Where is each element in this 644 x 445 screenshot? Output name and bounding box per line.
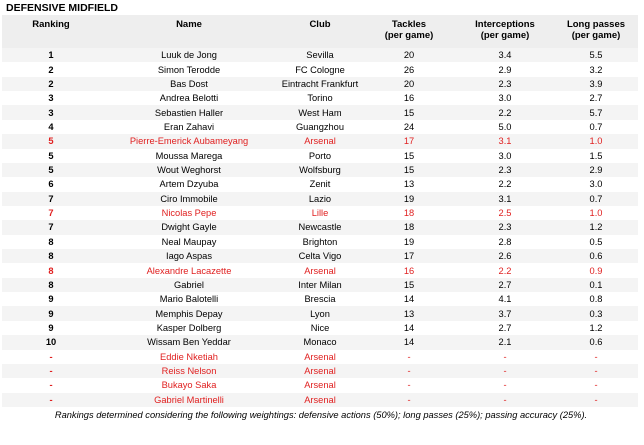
column-header-tackles: Tackles (per game) bbox=[362, 15, 456, 48]
interceptions-cell: 2.3 bbox=[456, 77, 554, 91]
tackles-cell: 15 bbox=[362, 105, 456, 119]
long-passes-cell: 3.0 bbox=[554, 177, 638, 191]
rank-cell: 4 bbox=[2, 120, 100, 134]
tackles-cell: 17 bbox=[362, 249, 456, 263]
long-passes-cell: 1.2 bbox=[554, 321, 638, 335]
tackles-cell: - bbox=[362, 378, 456, 392]
rankings-table bbox=[2, 15, 638, 407]
interceptions-cell: 2.5 bbox=[456, 206, 554, 220]
rank-cell: - bbox=[2, 393, 100, 407]
interceptions-cell: 3.0 bbox=[456, 149, 554, 163]
club-cell: Lyon bbox=[278, 306, 362, 320]
club-cell: Inter Milan bbox=[278, 278, 362, 292]
name-cell: Moussa Marega bbox=[100, 149, 278, 163]
tackles-cell: 16 bbox=[362, 91, 456, 105]
rank-cell: 1 bbox=[2, 48, 100, 62]
club-cell: Lazio bbox=[278, 192, 362, 206]
name-cell: Bukayo Saka bbox=[100, 378, 278, 392]
table-row bbox=[2, 163, 638, 177]
long-passes-cell: 0.7 bbox=[554, 120, 638, 134]
table-title: DEFENSIVE MIDFIELD bbox=[6, 2, 119, 14]
table-row bbox=[2, 62, 638, 76]
name-cell: Gabriel bbox=[100, 278, 278, 292]
table-row bbox=[2, 134, 638, 148]
tackles-cell: 19 bbox=[362, 235, 456, 249]
table-row bbox=[2, 48, 638, 62]
club-cell: Arsenal bbox=[278, 350, 362, 364]
long-passes-cell: 2.7 bbox=[554, 91, 638, 105]
tackles-cell: 14 bbox=[362, 335, 456, 349]
club-cell: Wolfsburg bbox=[278, 163, 362, 177]
long-passes-cell: 0.6 bbox=[554, 249, 638, 263]
interceptions-cell: 2.8 bbox=[456, 235, 554, 249]
table-body bbox=[2, 48, 638, 407]
club-cell: Arsenal bbox=[278, 134, 362, 148]
name-cell: Bas Dost bbox=[100, 77, 278, 91]
interceptions-cell: - bbox=[456, 393, 554, 407]
rank-cell: - bbox=[2, 350, 100, 364]
club-cell: Arsenal bbox=[278, 378, 362, 392]
name-cell: Artem Dzyuba bbox=[100, 177, 278, 191]
rank-cell: 3 bbox=[2, 91, 100, 105]
interceptions-cell: 2.7 bbox=[456, 321, 554, 335]
interceptions-cell: 5.0 bbox=[456, 120, 554, 134]
tackles-cell: 13 bbox=[362, 177, 456, 191]
long-passes-cell: 0.9 bbox=[554, 263, 638, 277]
long-passes-cell: 0.6 bbox=[554, 335, 638, 349]
name-cell: Eran Zahavi bbox=[100, 120, 278, 134]
long-passes-cell: - bbox=[554, 364, 638, 378]
tackles-cell: 15 bbox=[362, 163, 456, 177]
interceptions-cell: - bbox=[456, 350, 554, 364]
tackles-cell: 24 bbox=[362, 120, 456, 134]
rank-cell: 8 bbox=[2, 263, 100, 277]
interceptions-cell: 3.1 bbox=[456, 134, 554, 148]
rank-cell: 6 bbox=[2, 177, 100, 191]
interceptions-cell: 3.1 bbox=[456, 192, 554, 206]
footnote: Rankings determined considering the following weightings: defensive actions (50%); long passes (25%); passing accuracy (25%). bbox=[54, 409, 588, 420]
tackles-cell: 26 bbox=[362, 62, 456, 76]
table-row bbox=[2, 364, 638, 378]
rank-cell: - bbox=[2, 364, 100, 378]
table-row bbox=[2, 177, 638, 191]
name-cell: Wout Weghorst bbox=[100, 163, 278, 177]
tackles-cell: 15 bbox=[362, 278, 456, 292]
table-row bbox=[2, 263, 638, 277]
interceptions-cell: 3.7 bbox=[456, 306, 554, 320]
club-cell: Zenit bbox=[278, 177, 362, 191]
long-passes-cell: 0.7 bbox=[554, 192, 638, 206]
long-passes-cell: 0.1 bbox=[554, 278, 638, 292]
table-row bbox=[2, 350, 638, 364]
table-row bbox=[2, 321, 638, 335]
column-header-club: Club bbox=[278, 15, 362, 48]
rank-cell: 9 bbox=[2, 292, 100, 306]
interceptions-cell: 2.6 bbox=[456, 249, 554, 263]
long-passes-cell: 1.5 bbox=[554, 149, 638, 163]
tackles-cell: 14 bbox=[362, 292, 456, 306]
name-cell: Reiss Nelson bbox=[100, 364, 278, 378]
interceptions-cell: 2.2 bbox=[456, 263, 554, 277]
club-cell: Brighton bbox=[278, 235, 362, 249]
tackles-cell: 18 bbox=[362, 206, 456, 220]
name-cell: Mario Balotelli bbox=[100, 292, 278, 306]
rank-cell: 9 bbox=[2, 306, 100, 320]
column-header-interceptions: Interceptions (per game) bbox=[456, 15, 554, 48]
name-cell: Neal Maupay bbox=[100, 235, 278, 249]
interceptions-cell: - bbox=[456, 378, 554, 392]
rank-cell: 7 bbox=[2, 192, 100, 206]
long-passes-cell: - bbox=[554, 378, 638, 392]
name-cell: Wissam Ben Yeddar bbox=[100, 335, 278, 349]
table-row bbox=[2, 292, 638, 306]
table-row bbox=[2, 306, 638, 320]
table-row bbox=[2, 105, 638, 119]
long-passes-cell: 1.0 bbox=[554, 134, 638, 148]
club-cell: Sevilla bbox=[278, 48, 362, 62]
club-cell: Lille bbox=[278, 206, 362, 220]
club-cell: Guangzhou bbox=[278, 120, 362, 134]
long-passes-cell: 2.9 bbox=[554, 163, 638, 177]
interceptions-cell: 2.9 bbox=[456, 62, 554, 76]
club-cell: Porto bbox=[278, 149, 362, 163]
club-cell: Torino bbox=[278, 91, 362, 105]
interceptions-cell: 2.3 bbox=[456, 220, 554, 234]
header-row bbox=[2, 15, 638, 48]
tackles-cell: - bbox=[362, 350, 456, 364]
column-header-name: Name bbox=[100, 15, 278, 48]
name-cell: Iago Aspas bbox=[100, 249, 278, 263]
club-cell: West Ham bbox=[278, 105, 362, 119]
rank-cell: 7 bbox=[2, 206, 100, 220]
rank-cell: 8 bbox=[2, 249, 100, 263]
long-passes-cell: 3.2 bbox=[554, 62, 638, 76]
name-cell: Kasper Dolberg bbox=[100, 321, 278, 335]
table-row bbox=[2, 91, 638, 105]
tackles-cell: 20 bbox=[362, 77, 456, 91]
rank-cell: 5 bbox=[2, 134, 100, 148]
tackles-cell: 18 bbox=[362, 220, 456, 234]
rank-cell: 5 bbox=[2, 163, 100, 177]
table-row bbox=[2, 120, 638, 134]
table-row bbox=[2, 220, 638, 234]
long-passes-cell: 0.8 bbox=[554, 292, 638, 306]
rank-cell: 9 bbox=[2, 321, 100, 335]
tackles-cell: 20 bbox=[362, 48, 456, 62]
long-passes-cell: 5.5 bbox=[554, 48, 638, 62]
club-cell: Arsenal bbox=[278, 393, 362, 407]
name-cell: Ciro Immobile bbox=[100, 192, 278, 206]
club-cell: Nice bbox=[278, 321, 362, 335]
name-cell: Simon Terodde bbox=[100, 62, 278, 76]
name-cell: Dwight Gayle bbox=[100, 220, 278, 234]
tackles-cell: 16 bbox=[362, 263, 456, 277]
club-cell: Eintracht Frankfurt bbox=[278, 77, 362, 91]
table-row bbox=[2, 393, 638, 407]
name-cell: Andrea Belotti bbox=[100, 91, 278, 105]
long-passes-cell: 3.9 bbox=[554, 77, 638, 91]
interceptions-cell: 2.1 bbox=[456, 335, 554, 349]
column-header-long-passes: Long passes (per game) bbox=[554, 15, 638, 48]
tackles-cell: 15 bbox=[362, 149, 456, 163]
name-cell: Memphis Depay bbox=[100, 306, 278, 320]
interceptions-cell: 4.1 bbox=[456, 292, 554, 306]
name-cell: Sebastien Haller bbox=[100, 105, 278, 119]
rank-cell: 3 bbox=[2, 105, 100, 119]
table-row bbox=[2, 278, 638, 292]
table-row bbox=[2, 206, 638, 220]
name-cell: Luuk de Jong bbox=[100, 48, 278, 62]
interceptions-cell: - bbox=[456, 364, 554, 378]
table-row bbox=[2, 192, 638, 206]
rank-cell: 7 bbox=[2, 220, 100, 234]
tackles-cell: 13 bbox=[362, 306, 456, 320]
table-row bbox=[2, 335, 638, 349]
table-row bbox=[2, 378, 638, 392]
table-row bbox=[2, 235, 638, 249]
club-cell: Brescia bbox=[278, 292, 362, 306]
name-cell: Alexandre Lacazette bbox=[100, 263, 278, 277]
rank-cell: 2 bbox=[2, 77, 100, 91]
interceptions-cell: 2.2 bbox=[456, 105, 554, 119]
rank-cell: 8 bbox=[2, 278, 100, 292]
long-passes-cell: 1.0 bbox=[554, 206, 638, 220]
tackles-cell: - bbox=[362, 364, 456, 378]
rank-cell: 2 bbox=[2, 62, 100, 76]
club-cell: Celta Vigo bbox=[278, 249, 362, 263]
interceptions-cell: 2.3 bbox=[456, 163, 554, 177]
rank-cell: - bbox=[2, 378, 100, 392]
tackles-cell: 19 bbox=[362, 192, 456, 206]
name-cell: Nicolas Pepe bbox=[100, 206, 278, 220]
table-page bbox=[2, 0, 640, 421]
tackles-cell: 14 bbox=[362, 321, 456, 335]
club-cell: FC Cologne bbox=[278, 62, 362, 76]
long-passes-cell: 5.7 bbox=[554, 105, 638, 119]
column-header-ranking: Ranking bbox=[2, 15, 100, 48]
interceptions-cell: 2.7 bbox=[456, 278, 554, 292]
table-row bbox=[2, 77, 638, 91]
table-row bbox=[2, 249, 638, 263]
long-passes-cell: 0.3 bbox=[554, 306, 638, 320]
club-cell: Monaco bbox=[278, 335, 362, 349]
club-cell: Arsenal bbox=[278, 263, 362, 277]
name-cell: Eddie Nketiah bbox=[100, 350, 278, 364]
long-passes-cell: 0.5 bbox=[554, 235, 638, 249]
rank-cell: 5 bbox=[2, 149, 100, 163]
name-cell: Pierre-Emerick Aubameyang bbox=[100, 134, 278, 148]
interceptions-cell: 3.0 bbox=[456, 91, 554, 105]
club-cell: Arsenal bbox=[278, 364, 362, 378]
long-passes-cell: 1.2 bbox=[554, 220, 638, 234]
club-cell: Newcastle bbox=[278, 220, 362, 234]
long-passes-cell: - bbox=[554, 393, 638, 407]
tackles-cell: - bbox=[362, 393, 456, 407]
interceptions-cell: 2.2 bbox=[456, 177, 554, 191]
name-cell: Gabriel Martinelli bbox=[100, 393, 278, 407]
long-passes-cell: - bbox=[554, 350, 638, 364]
interceptions-cell: 3.4 bbox=[456, 48, 554, 62]
table-row bbox=[2, 149, 638, 163]
tackles-cell: 17 bbox=[362, 134, 456, 148]
rank-cell: 8 bbox=[2, 235, 100, 249]
rank-cell: 10 bbox=[2, 335, 100, 349]
